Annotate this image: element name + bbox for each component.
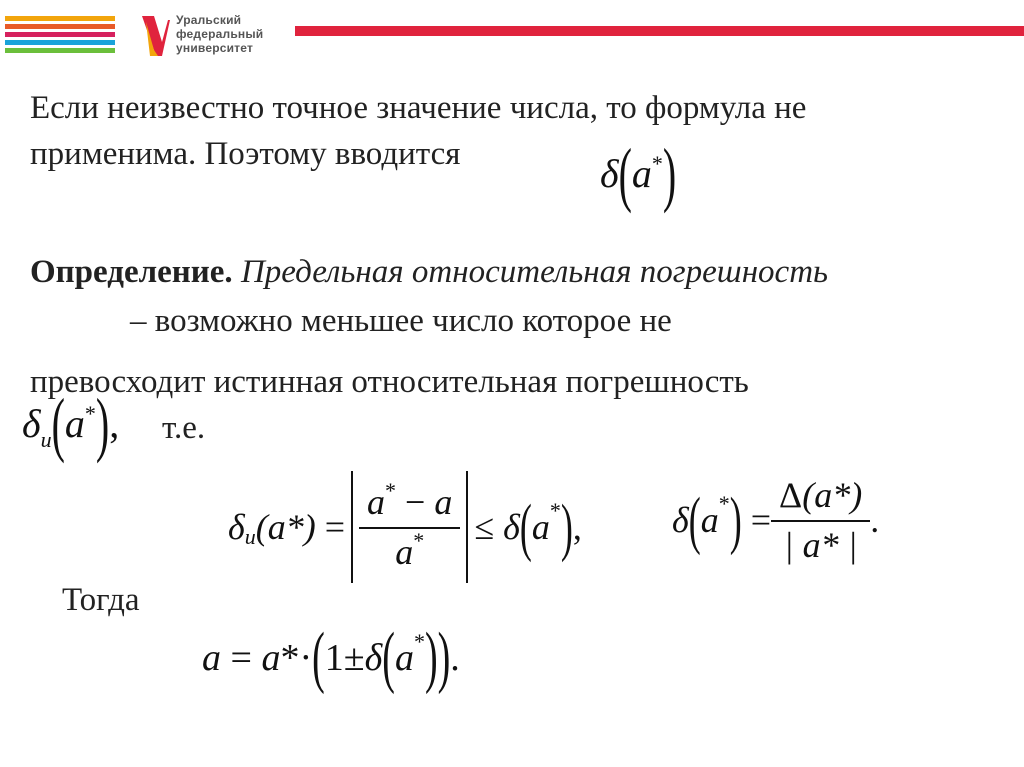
relative-error-fraction bbox=[359, 478, 460, 573]
period: . bbox=[870, 500, 880, 540]
one: 1 bbox=[324, 637, 344, 679]
abs-bar-right bbox=[466, 471, 468, 583]
a-symbol: a bbox=[367, 482, 386, 522]
abs-bar-left bbox=[351, 471, 353, 583]
a-symbol: a bbox=[631, 151, 652, 196]
equals-sign: = bbox=[324, 507, 346, 547]
text-then: Тогда bbox=[62, 582, 140, 618]
formula-delta-u-a-star: $\delta_и(a^*)$, bbox=[22, 383, 120, 464]
star-superscript: * bbox=[413, 528, 425, 553]
period: . bbox=[450, 637, 460, 679]
formula-result: a = a * · ( 1 ± δ ( a * ) ) . bbox=[202, 620, 460, 696]
equals-sign: = bbox=[750, 500, 772, 540]
a-symbol: a bbox=[434, 482, 453, 522]
comma: , bbox=[572, 507, 582, 547]
star-superscript: * bbox=[549, 498, 561, 523]
text-line-4: – возможно меньшее число которое не bbox=[130, 303, 672, 339]
plus-minus-sign: ± bbox=[343, 637, 365, 679]
leq-sign: ≤ bbox=[474, 507, 495, 547]
a-symbol: a bbox=[700, 500, 719, 540]
definition-line bbox=[30, 252, 828, 292]
delta-symbol: δ bbox=[364, 637, 383, 679]
minus-sign: − bbox=[405, 482, 426, 522]
university-logo-icon bbox=[140, 14, 170, 58]
a-symbol: a bbox=[394, 637, 414, 679]
university-name-line-3: университет bbox=[176, 41, 254, 55]
dot-operator: · bbox=[299, 637, 313, 679]
text-line-5: превосходит истинная относительная погрешность bbox=[30, 364, 749, 400]
delta-symbol: δ bbox=[672, 500, 689, 540]
star-superscript: * bbox=[413, 629, 425, 654]
subscript-u: и bbox=[244, 524, 256, 549]
a-symbol: a bbox=[261, 637, 281, 679]
slide-header bbox=[0, 0, 1024, 75]
university-name bbox=[176, 13, 263, 55]
a-symbol: a bbox=[531, 507, 550, 547]
star-superscript: * bbox=[718, 491, 730, 516]
capital-delta-symbol: Δ bbox=[779, 475, 803, 515]
university-name-line-2: федеральный bbox=[176, 27, 264, 41]
delta-symbol: δ bbox=[228, 507, 245, 547]
formula-delta-a-star: δ(a*) bbox=[600, 133, 677, 214]
star-superscript: * bbox=[385, 478, 397, 503]
a-symbol: a bbox=[64, 401, 85, 446]
text-line-1: Если неизвестно точное значение числа, то формула не bbox=[30, 90, 807, 126]
definition-label: Определение. bbox=[30, 254, 233, 290]
a-star-argument: (a*) bbox=[802, 475, 863, 515]
delta-symbol: δ bbox=[22, 401, 41, 446]
text-te: т.е. bbox=[162, 410, 206, 446]
delta-symbol: δ bbox=[503, 507, 520, 547]
abs-a-star: | a* | bbox=[783, 525, 858, 565]
star-superscript: * bbox=[84, 401, 96, 426]
a-star-argument: (a*) bbox=[255, 507, 316, 547]
limit-error-fraction bbox=[771, 474, 870, 566]
equals-sign: = bbox=[230, 637, 252, 679]
formula-limit-relative-error: δ ( a * ) = $\frac{\Delta(a*)}{| a* |}$ . bbox=[672, 475, 880, 565]
delta-symbol: δ bbox=[600, 151, 619, 196]
comma: , bbox=[109, 401, 120, 446]
text-line-2: применима. Поэтому вводится bbox=[30, 136, 461, 172]
formula-definition: δ и (a*) = $\frac{a^* - a}{a^*}$ ≤ δ ( a * ) , bbox=[228, 468, 582, 586]
definition-term: Предельная относительная погрешность bbox=[240, 254, 829, 290]
a-symbol: a bbox=[395, 532, 414, 572]
a-symbol: a bbox=[202, 637, 221, 679]
star-symbol: * bbox=[280, 637, 300, 679]
university-name-line-1: Уральский bbox=[176, 13, 242, 27]
star-superscript: * bbox=[651, 151, 663, 176]
subscript-u: и bbox=[40, 427, 52, 452]
